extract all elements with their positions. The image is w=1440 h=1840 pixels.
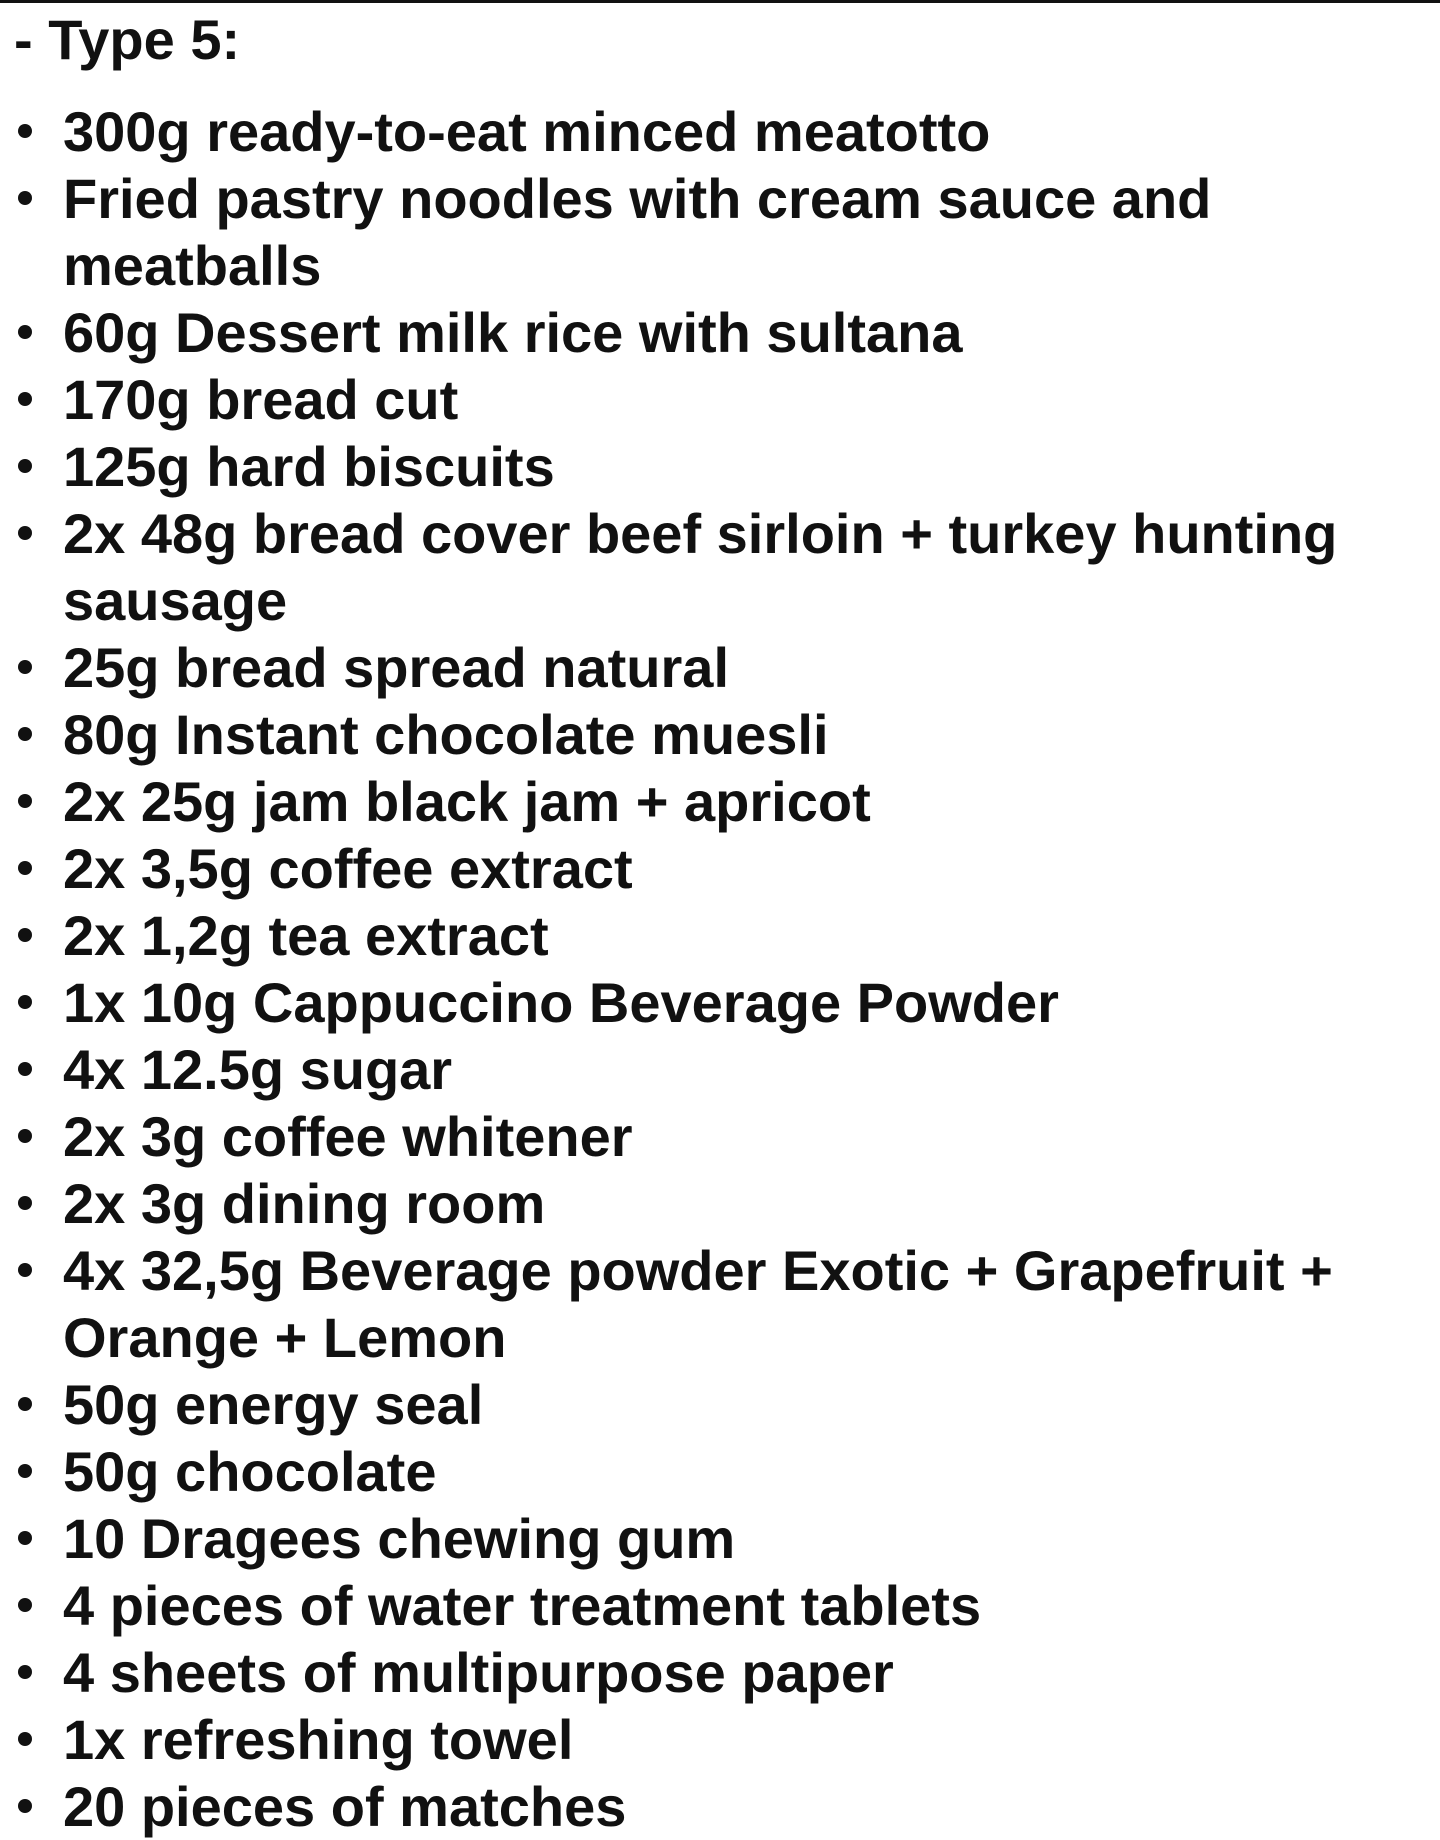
list-item	[0, 835, 1440, 902]
list-item-text: 4x 32,5g Beverage powder Exotic + Grapefruit + Orange + Lemon	[63, 1239, 1333, 1369]
bullet-icon	[18, 928, 32, 942]
bullet-icon	[18, 1665, 32, 1679]
list-item-text: 2x 3g dining room	[63, 1172, 546, 1235]
bullet-icon	[18, 1531, 32, 1545]
bullet-icon	[18, 861, 32, 875]
bullet-icon	[18, 1799, 32, 1813]
bullet-icon	[18, 727, 32, 741]
list-item-text: 2x 25g jam black jam + apricot	[63, 770, 871, 833]
list-item	[0, 366, 1440, 433]
bullet-icon	[18, 1397, 32, 1411]
bullet-icon	[18, 794, 32, 808]
bullet-icon	[18, 526, 32, 540]
list-item	[0, 902, 1440, 969]
bullet-icon	[18, 459, 32, 473]
list-item-text: 300g ready-to-eat minced meatotto	[63, 100, 991, 163]
list-item	[0, 1773, 1440, 1840]
bullet-icon	[18, 1598, 32, 1612]
bullet-icon	[18, 995, 32, 1009]
list-item	[0, 1505, 1440, 1572]
list-item-text: 1x 10g Cappuccino Beverage Powder	[63, 971, 1059, 1034]
list-item	[0, 969, 1440, 1036]
item-list	[0, 98, 1440, 1840]
list-item	[0, 500, 1440, 634]
bullet-icon	[18, 392, 32, 406]
list-item-text: 80g Instant chocolate muesli	[63, 703, 829, 766]
list-item-text: Fried pastry noodles with cream sauce and meatballs	[63, 167, 1212, 297]
list-item	[0, 768, 1440, 835]
bullet-icon	[18, 1263, 32, 1277]
list-item-text: 10 Dragees chewing gum	[63, 1507, 736, 1570]
list-item	[0, 1706, 1440, 1773]
list-item	[0, 98, 1440, 165]
list-item-text: 1x refreshing towel	[63, 1708, 574, 1771]
bullet-icon	[18, 124, 32, 138]
bullet-icon	[18, 1732, 32, 1746]
list-item-text: 2x 3g coffee whitener	[63, 1105, 633, 1168]
bullet-icon	[18, 1129, 32, 1143]
list-item-text: 50g chocolate	[63, 1440, 437, 1503]
list-item-text: 20 pieces of matches	[63, 1775, 627, 1838]
list-item	[0, 1237, 1440, 1371]
list-item	[0, 299, 1440, 366]
list-item	[0, 1639, 1440, 1706]
list-item-text: 60g Dessert milk rice with sultana	[63, 301, 963, 364]
list-item-text: 2x 1,2g tea extract	[63, 904, 549, 967]
list-item-text: 50g energy seal	[63, 1373, 484, 1436]
list-item	[0, 165, 1440, 299]
list-item	[0, 1170, 1440, 1237]
list-item	[0, 1438, 1440, 1505]
list-item-text: 170g bread cut	[63, 368, 459, 431]
bullet-icon	[18, 191, 32, 205]
list-item	[0, 1036, 1440, 1103]
list-item-text: 4 sheets of multipurpose paper	[63, 1641, 894, 1704]
list-item	[0, 433, 1440, 500]
list-item-text: 2x 3,5g coffee extract	[63, 837, 633, 900]
list-item-text: 2x 48g bread cover beef sirloin + turkey hunting sausage	[63, 502, 1338, 632]
bullet-icon	[18, 660, 32, 674]
list-item-text: 125g hard biscuits	[63, 435, 555, 498]
list-item	[0, 1103, 1440, 1170]
list-heading: - Type 5:	[14, 8, 241, 71]
list-item-text: 25g bread spread natural	[63, 636, 730, 699]
list-item-text: 4x 12.5g sugar	[63, 1038, 453, 1101]
bullet-icon	[18, 325, 32, 339]
list-item	[0, 634, 1440, 701]
list-item	[0, 701, 1440, 768]
list-item-text: 4 pieces of water treatment tablets	[63, 1574, 982, 1637]
bullet-icon	[18, 1062, 32, 1076]
bullet-icon	[18, 1196, 32, 1210]
list-item	[0, 1371, 1440, 1438]
list-item	[0, 1572, 1440, 1639]
bullet-icon	[18, 1464, 32, 1478]
